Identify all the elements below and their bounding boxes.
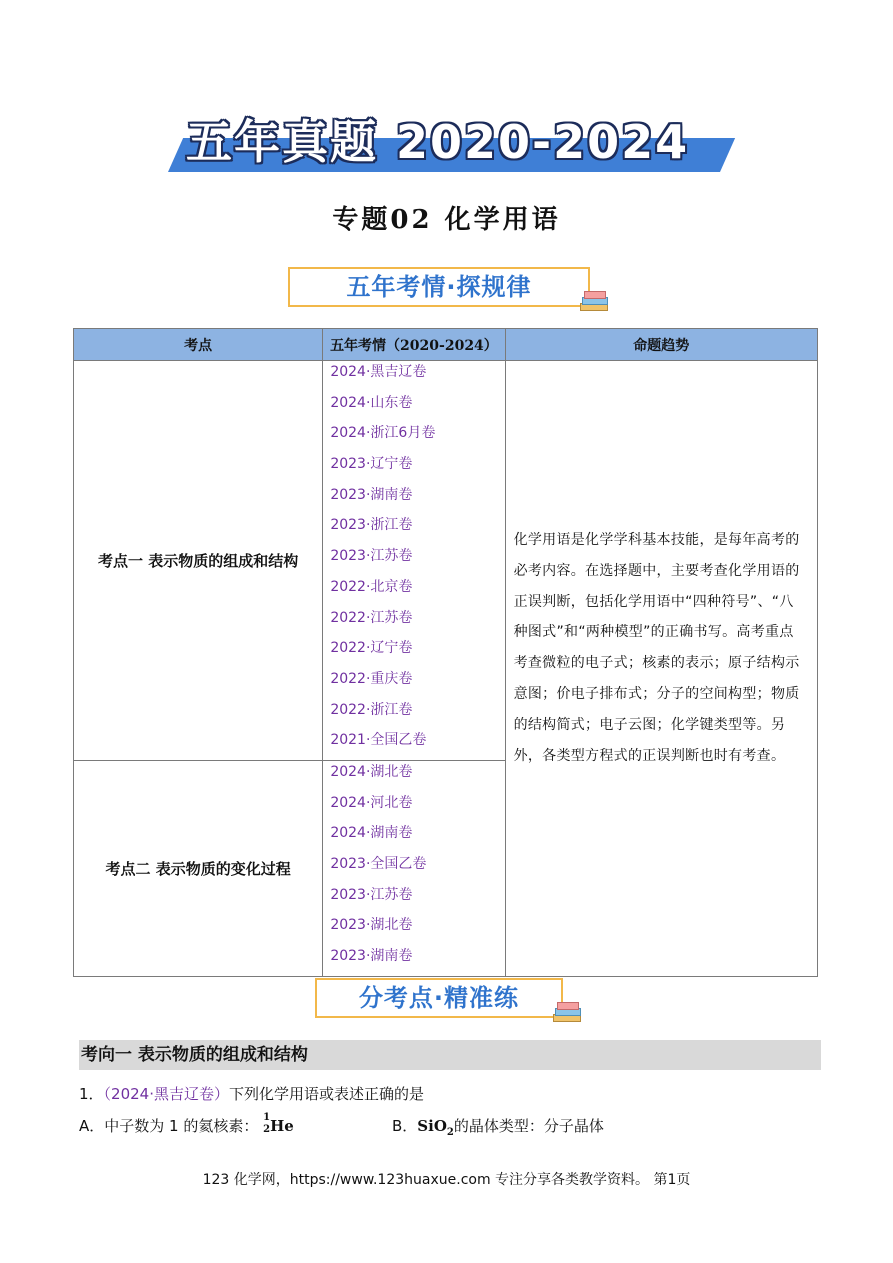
question-source: （2024·黑吉辽卷） — [103, 1085, 229, 1103]
point-cell: 考点一 表示物质的组成和结构 — [74, 361, 323, 761]
year-item: 2023·湖南卷 — [330, 948, 413, 965]
question-section-heading: 考向一 表示物质的组成和结构 — [79, 1040, 821, 1070]
year-item: 2023·辽宁卷 — [330, 456, 413, 473]
question-number: 1． — [79, 1085, 104, 1103]
year-item: 2024·山东卷 — [330, 394, 413, 411]
option-a-label: A．中子数为 1 的氦核素： — [79, 1117, 259, 1135]
page-title: 专题02 化学用语 — [332, 205, 561, 235]
formula: SiO — [417, 1117, 447, 1135]
option-b-label: B． — [392, 1117, 418, 1135]
formula-subscript: 2 — [446, 1127, 454, 1138]
header-point: 考点 — [74, 329, 323, 361]
mass-number: 1 — [263, 1111, 271, 1123]
year-item: 2022·浙江卷 — [330, 701, 413, 718]
year-item: 2024·湖南卷 — [330, 825, 413, 842]
year-item: 2023·江苏卷 — [330, 886, 413, 903]
section-label-trends: 五年考情·探规律 — [288, 267, 590, 307]
year-item: 2023·浙江卷 — [330, 517, 413, 534]
books-icon — [553, 1002, 581, 1024]
year-item: 2024·湖北卷 — [330, 763, 413, 780]
banner — [168, 112, 724, 176]
header-trend: 命题趋势 — [505, 329, 817, 361]
years-cell — [323, 361, 505, 761]
year-item: 2023·湖南卷 — [330, 486, 413, 503]
year-item: 2022·辽宁卷 — [330, 640, 413, 657]
point-cell: 考点二 表示物质的变化过程 — [74, 760, 323, 976]
year-item: 2024·浙江6月卷 — [330, 425, 436, 442]
year-item: 2022·重庆卷 — [330, 670, 413, 687]
year-item: 2021·全国乙卷 — [330, 732, 427, 749]
years-cell — [323, 760, 505, 976]
header-years: 五年考情（2020-2024） — [323, 329, 505, 361]
books-icon — [580, 291, 608, 313]
question-text: 下列化学用语或表述正确的是 — [229, 1085, 425, 1103]
table-row — [74, 361, 818, 761]
page-footer: 123 化学网，https://www.123huaxue.com 专注分享各类教学资料。 第1页 — [202, 1172, 691, 1188]
year-item: 2022·江苏卷 — [330, 609, 413, 626]
year-item: 2023·全国乙卷 — [330, 856, 427, 872]
year-item: 2024·黑吉辽卷 — [330, 364, 427, 380]
option-b-text: 的晶体类型：分子晶体 — [453, 1117, 604, 1135]
trend-cell: 化学用语是化学学科基本技能，是每年高考的必考内容。在选择题中，主要考查化学用语的正误判断，包括化学用语中“四种符号”、“八种图式”和“两种模型”的正确书写。高考重点考查微粒的电子式；核素的表示；原子结构示意图；价电子排布式；分子的空间构型；物质的结构简式；电子云图；化学键类型等。另外，各类型方程式的正误判断也时有考查。 — [505, 361, 817, 977]
year-item: 2023·湖北卷 — [330, 917, 413, 934]
option-b — [392, 1115, 604, 1138]
exam-table — [73, 328, 818, 977]
nuclide-symbol — [263, 1111, 294, 1136]
question-1-stem — [79, 1083, 424, 1104]
section-label-practice: 分考点·精准练 — [315, 978, 563, 1018]
option-a — [79, 1111, 294, 1136]
year-item: 2023·江苏卷 — [330, 548, 413, 565]
element-symbol: He — [270, 1116, 294, 1135]
year-item: 2024·河北卷 — [330, 794, 413, 811]
atomic-number: 2 — [263, 1123, 271, 1135]
table-header-row — [74, 329, 818, 361]
year-item: 2022·北京卷 — [330, 578, 413, 595]
banner-title: 五年真题 2020-2024 — [186, 115, 690, 169]
